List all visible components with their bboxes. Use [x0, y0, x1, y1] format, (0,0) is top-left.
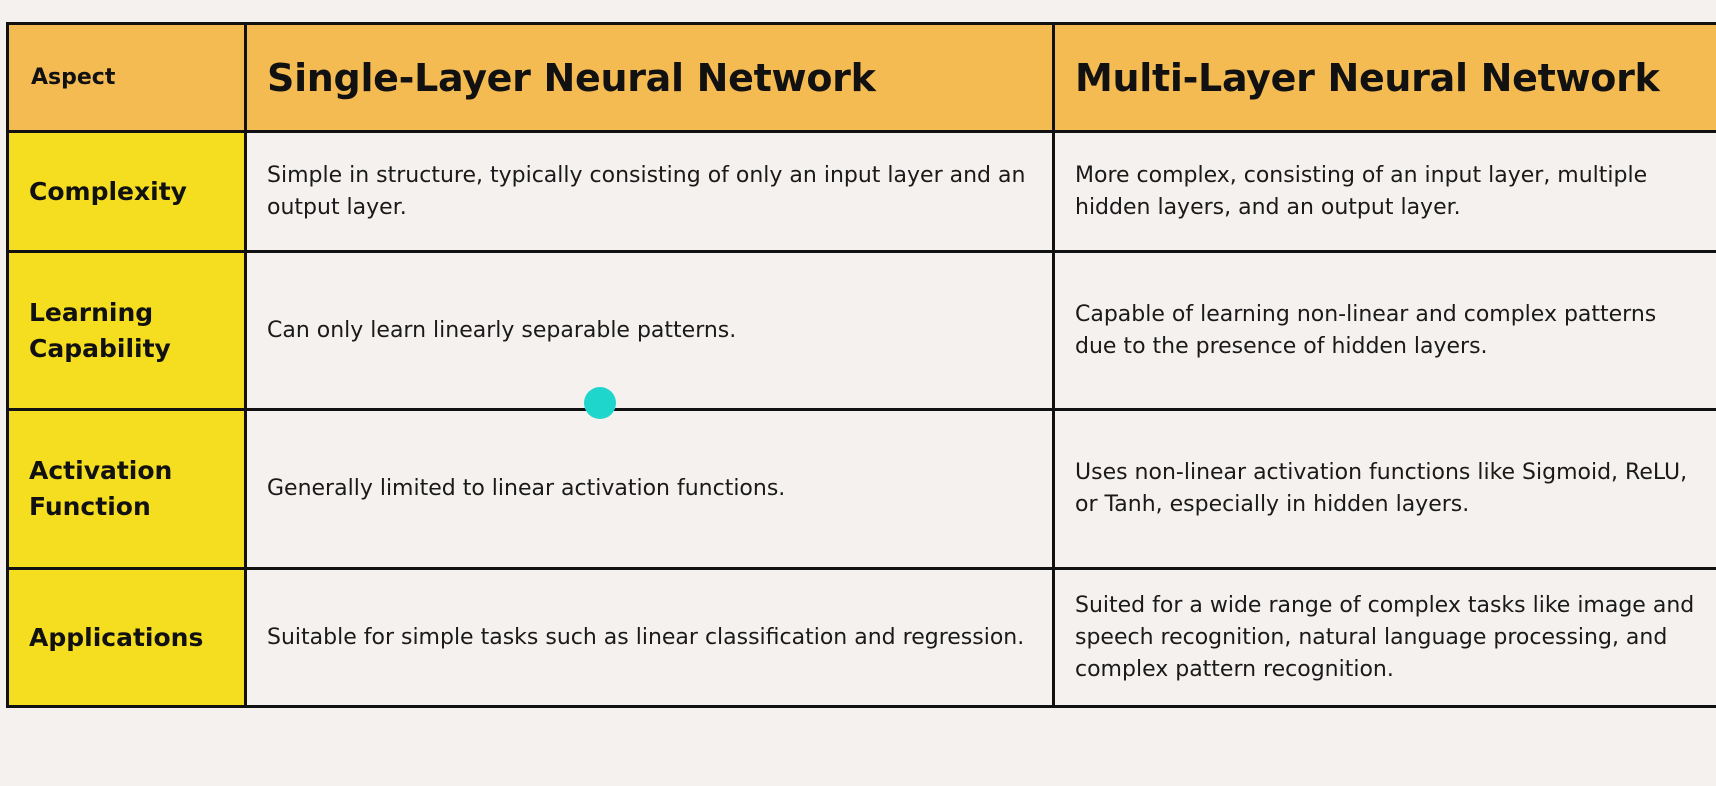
multi-layer-cell-learning-capability: Capable of learning non-linear and complex patterns due to the presence of hidden layers. [1054, 252, 1716, 410]
multi-layer-cell-activation-function: Uses non-linear activation functions like Sigmoid, ReLU, or Tanh, especially in hidden layers. [1054, 410, 1716, 569]
aspect-cell-learning-capability: Learning Capability [8, 252, 246, 410]
single-layer-column-header: Single-Layer Neural Network [246, 24, 1054, 132]
table-row [8, 132, 1716, 252]
aspect-cell-complexity: Complexity [8, 132, 246, 252]
multi-layer-cell-complexity: More complex, consisting of an input layer, multiple hidden layers, and an output layer. [1054, 132, 1716, 252]
aspect-cell-applications: Applications [8, 569, 246, 707]
aspect-cell-activation-function: Activation Function [8, 410, 246, 569]
table-row [8, 569, 1716, 707]
single-layer-cell-learning-capability: Can only learn linearly separable patterns. [246, 252, 1054, 410]
single-layer-cell-complexity: Simple in structure, typically consisting of only an input layer and an output layer. [246, 132, 1054, 252]
single-layer-cell-applications: Suitable for simple tasks such as linear classification and regression. [246, 569, 1054, 707]
aspect-column-header: Aspect [8, 24, 246, 132]
pointer-cursor-dot [584, 387, 616, 419]
table-row [8, 252, 1716, 410]
comparison-table [6, 22, 1716, 708]
single-layer-cell-activation-function: Generally limited to linear activation functions. [246, 410, 1054, 569]
multi-layer-cell-applications: Suited for a wide range of complex tasks like image and speech recognition, natural language processing, and complex pattern recognition. [1054, 569, 1716, 707]
table-header-row [8, 24, 1716, 132]
multi-layer-column-header: Multi-Layer Neural Network [1054, 24, 1716, 132]
table-row [8, 410, 1716, 569]
